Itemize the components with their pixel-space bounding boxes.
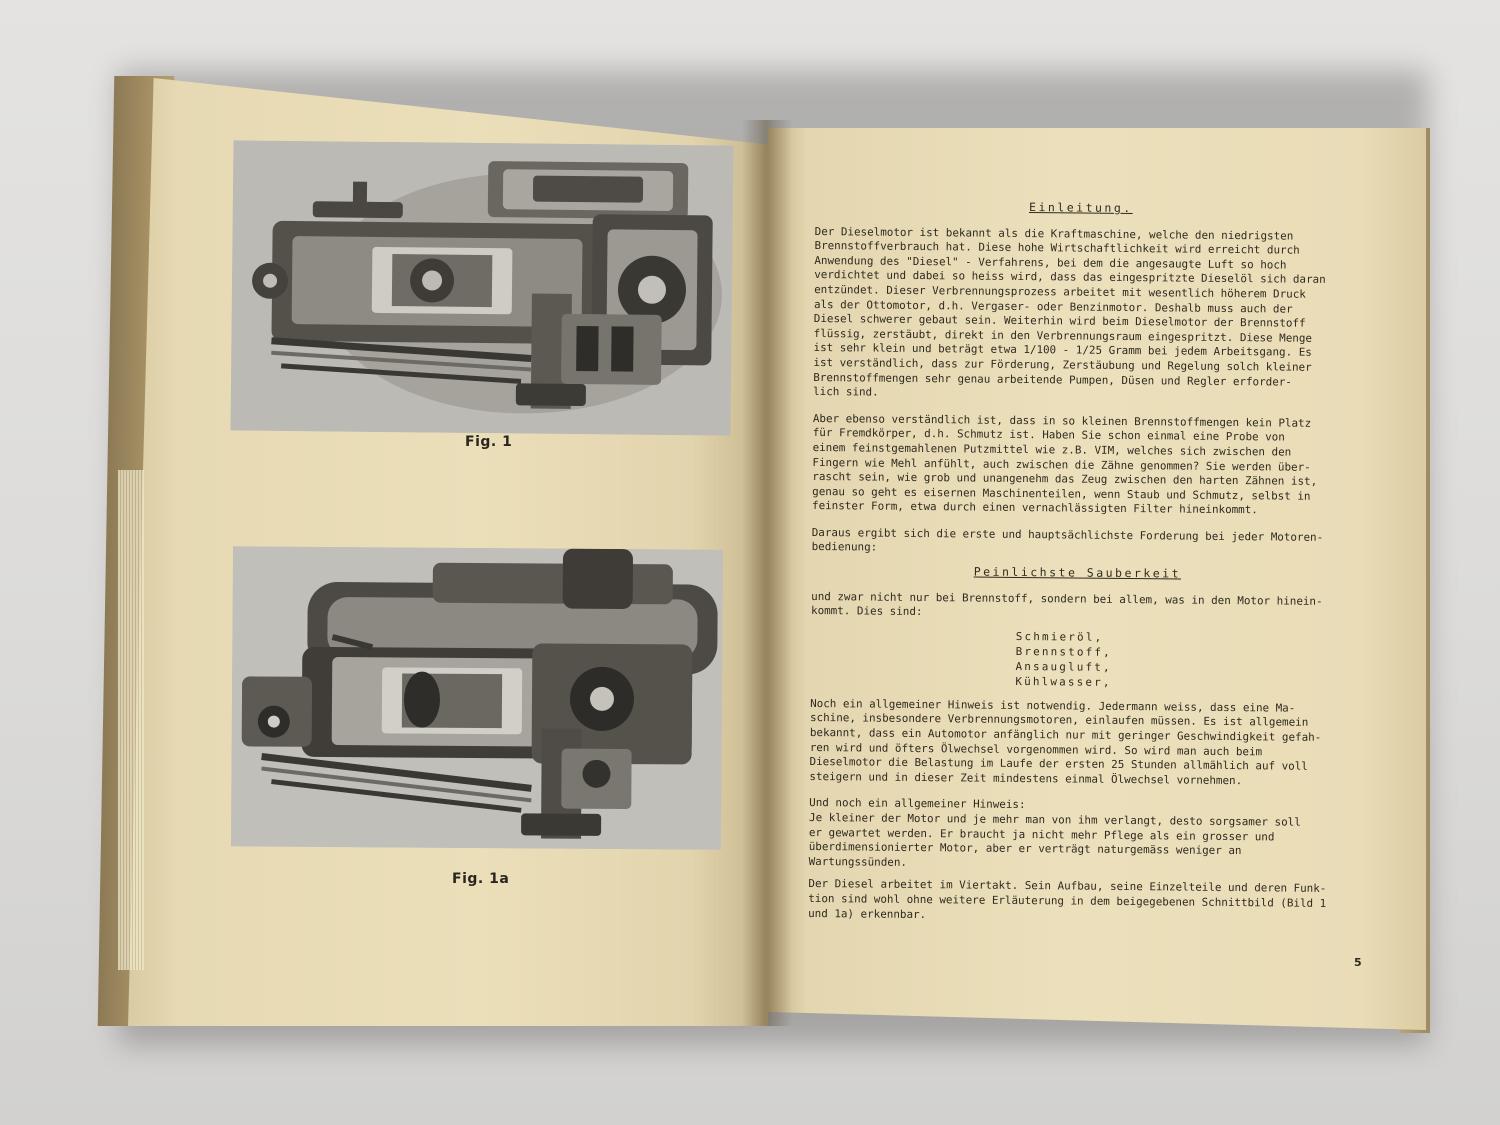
- paragraph-5: Noch ein allgemeiner Hinweis ist notwendig. Jedermann weiss, dass eine Ma- schine, insbesondere Verbrennungsmotoren, einlaufen müssen. Es ist allgemein bekannt, dass ein Automotor anfänglich nur mit geringer Geschwindigkeit gefah- ren wird und öfters Ölwechsel vorgenommen wird. So wird man auch beim Dieselmotor die Belastung im Laufe der ersten 25 Stunden allmählich auf voll steigern und in dieser Zeit mindestens einmal Ölwechsel vornehmen.: [809, 696, 1322, 787]
- list-item: Ansaugluft,: [1015, 659, 1112, 674]
- consumables-list: [1015, 629, 1343, 692]
- right-page-text: [808, 198, 1347, 938]
- page-number: 5: [1354, 956, 1362, 969]
- book-gutter: [742, 120, 792, 1026]
- list-item: Kühlwasser,: [1015, 674, 1112, 689]
- paragraph-4: und zwar nicht nur bei Brennstoff, sondern bei allem, was in den Motor hinein- kommt. Dies sind:: [810, 589, 1323, 619]
- paragraph-6: Und noch ein allgemeiner Hinweis: Je kleiner der Motor und je mehr man von ihm verlangt, desto sorgsamer soll er gewartet werden. Er braucht ja nicht mehr Pflege als ein grosser und überdimensionierter Motor, aber er verträgt naturgemäss weniger an Wartungssünden.: [808, 796, 1301, 869]
- figure-1a-engine-cross-section: [231, 546, 723, 849]
- subheading-cleanliness: Peinlichste Sauberkeit: [973, 564, 1182, 581]
- paragraph-1: Der Dieselmotor ist bekannt als die Kraftmaschine, welche den niedrigsten Brennstoffverbrauch hat. Diese hohe Wirtschaftlichkeit wird erreicht durch Anwendung des "Diesel" - Verfahrens, bei dem die angesaugte Luft so hoch verdichtet und dabei so heiss wird, dass das eingespritzte Dieselöl sich daran entzündet. Dieser Verbrennungsprozess arbeitet mit wesentlich höherem Druck als der Ottomotor, d.h. Vergaser- oder Benzinmotor. Deshalb muss auch der Diesel schwerer gebaut sein. Weiterhin wird beim Dieselmotor der Brennstoff flüssig, zerstäubt, direkt in den Verbrennungsraum eingespritzt. Diese Menge ist sehr klein und beträgt etwa 1/100 - 1/25 Gramm bei jedem Arbeitsgang. Es ist verständlich, dass zur Förderung, Zerstäubung und Regelung solch kleiner Brennstoffmengen sehr genau arbeitende Pumpen, Düsen und Regler erforder- lich sind.: [813, 224, 1326, 399]
- figure-1-engine-cross-section: [230, 140, 733, 435]
- list-item: Brennstoff,: [1015, 644, 1113, 659]
- figure-1a-caption: Fig. 1a: [452, 871, 510, 887]
- paragraph-7: Der Diesel arbeitet im Viertakt. Sein Aufbau, seine Einzelteile und deren Funk- tion sind wohl ohne weitere Erläuterung in dem beigegebenen Schnittbild (Bild 1 und 1a) erkennbar.: [808, 877, 1327, 921]
- list-item: Schmieröl,: [1015, 629, 1104, 644]
- paragraph-2: Aber ebenso verständlich ist, dass in so kleinen Brennstoffmengen kein Platz für Fremdkörper, d.h. Schmutz ist. Haben Sie schon einmal eine Probe von einem feinstgemahlenen Putzmittel wie z.B. VIM, welches sich zwischen den Fingern wie Mehl anfühlt, auch zwischen die Zähne genommen? Sie werden über- rascht sein, wie grob und unangenehm das Zeug zwischen den harten Zähnen ist, genau so geht es eisernen Maschinenteilen, wenn Staub und Schmutz, selbst in feinster Form, etwa durch einen vernachlässigten Filter hineinkommt.: [811, 411, 1318, 517]
- section-heading: Einleitung.: [1029, 200, 1133, 216]
- paragraph-3: Daraus ergibt sich die erste und hauptsächlichste Forderung bei jeder Motoren- bedienung:: [811, 525, 1324, 555]
- figure-1-caption: Fig. 1: [465, 434, 513, 450]
- page-edge: [118, 470, 144, 970]
